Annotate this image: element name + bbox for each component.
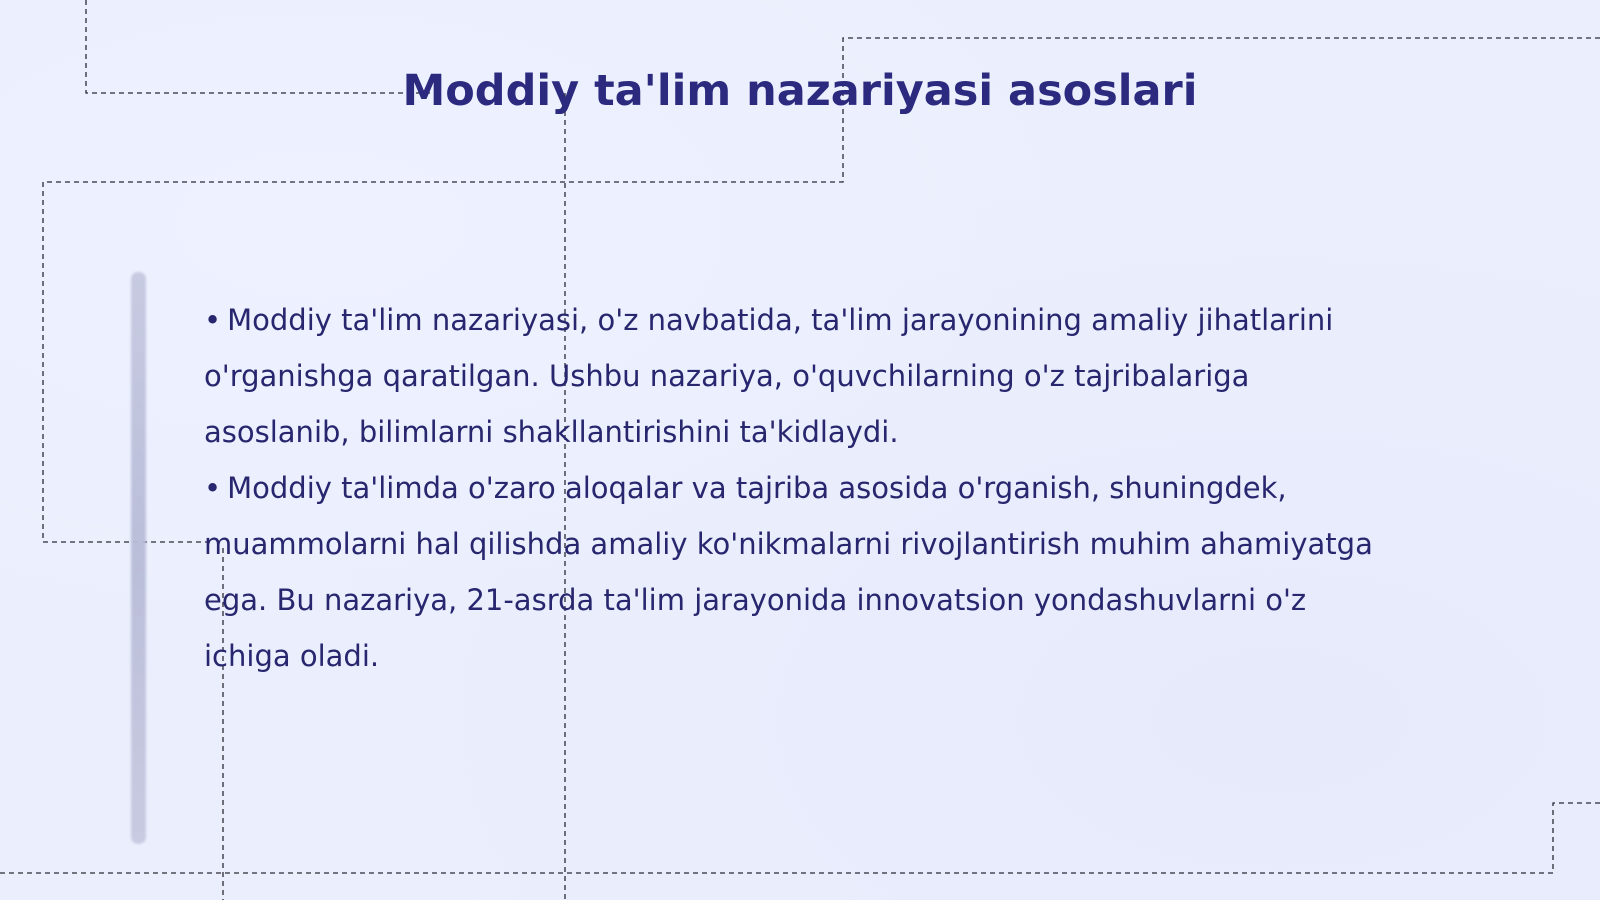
bullet-text: Moddiy ta'limda o'zaro aloqalar va tajriba asosida o'rganish, shuningdek, muammolarni hal qilishda amaliy ko'nikmalarni rivojlantirish muhim ahamiyatga ega. Bu nazariya, 21-asrda ta'lim jarayonida innovatsion yondashuvlarni o'z ichiga oladi.	[204, 471, 1373, 673]
accent-bar	[131, 272, 146, 844]
dashed-frame-bottom	[0, 803, 1600, 873]
bullet-text: Moddiy ta'lim nazariyasi, o'z navbatida, ta'lim jarayonining amaliy jihatlarini o'rganishga qaratilgan. Ushbu nazariya, o'quvchilarning o'z tajribalariga asoslanib, bilimlarni shakllantirishini ta'kidlaydi.	[204, 303, 1334, 449]
bullet-marker: •	[204, 471, 222, 505]
bullet-item	[204, 292, 1394, 460]
bullet-item	[204, 460, 1394, 684]
bullet-list	[204, 292, 1394, 684]
slide-title: Moddiy ta'lim nazariyasi asoslari	[402, 66, 1198, 116]
bullet-marker: •	[204, 303, 222, 337]
